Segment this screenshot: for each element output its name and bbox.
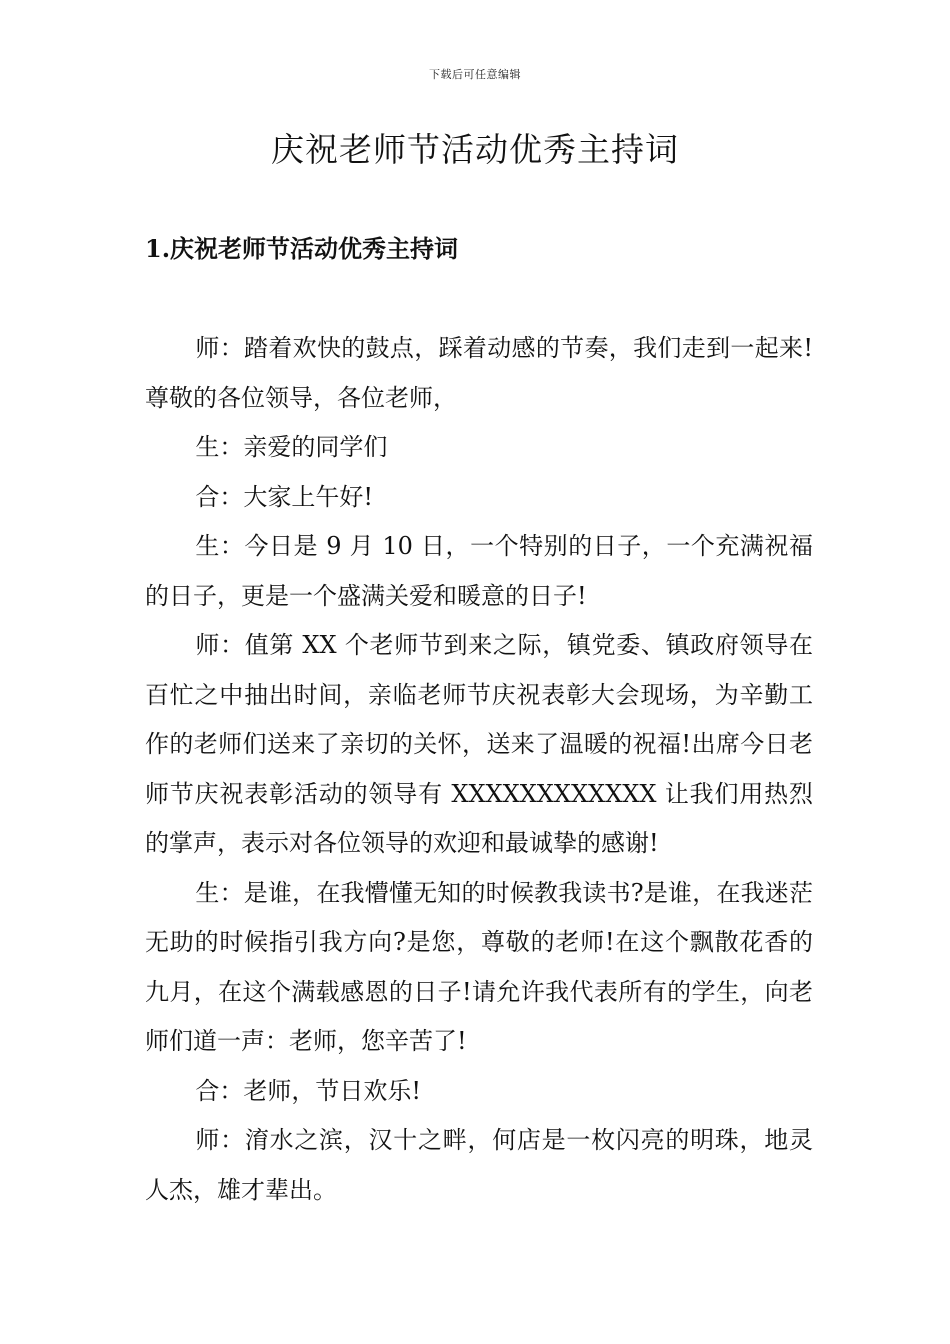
- paragraph: 生：亲爱的同学们: [195, 433, 388, 461]
- paragraph: 合：老师，节日欢乐!: [195, 1076, 422, 1105]
- body-text: [145, 324, 813, 1215]
- paragraph: 生：是谁，在我懵懂无知的时候教我读书?是谁，在我迷茫无助的时候指引我方向?是您，尊敬的老师!在这个飘散花香的九月，在这个满载感恩的日子!请允许我代表所有的学生，向老师们道一声：老师，您辛苦了!: [145, 878, 813, 1055]
- paragraph: 师：值第 XX 个老师节到来之际，镇党委、镇政府领导在百忙之中抽出时间，亲临老师节庆祝表彰大会现场，为辛勤工作的老师们送来了亲切的关怀，送来了温暖的祝福!出席今日老师节庆祝表彰活动的领导有 XXXXXXXXXXXX 让我们用热烈的掌声，表示对各位领导的欢迎和最诚挚的感谢!: [145, 631, 813, 857]
- document-title: 庆祝老师节活动优秀主持词: [271, 130, 679, 169]
- paragraph: 师：踏着欢快的鼓点，踩着动感的节奏，我们走到一起来!尊敬的各位领导，各位老师，: [145, 334, 813, 412]
- paragraph: 师：淯水之滨，汉十之畔，何店是一枚闪亮的明珠，地灵人杰，雄才辈出。: [145, 1126, 813, 1204]
- header-note: 下载后可任意编辑: [429, 68, 521, 81]
- section-heading: 1.庆祝老师节活动优秀主持词: [145, 234, 459, 263]
- paragraph: 生：今日是 9 月 10 日，一个特别的日子，一个充满祝福的日子，更是一个盛满关爱和暖意的日子!: [145, 532, 813, 610]
- paragraph: 合：大家上午好!: [195, 482, 374, 511]
